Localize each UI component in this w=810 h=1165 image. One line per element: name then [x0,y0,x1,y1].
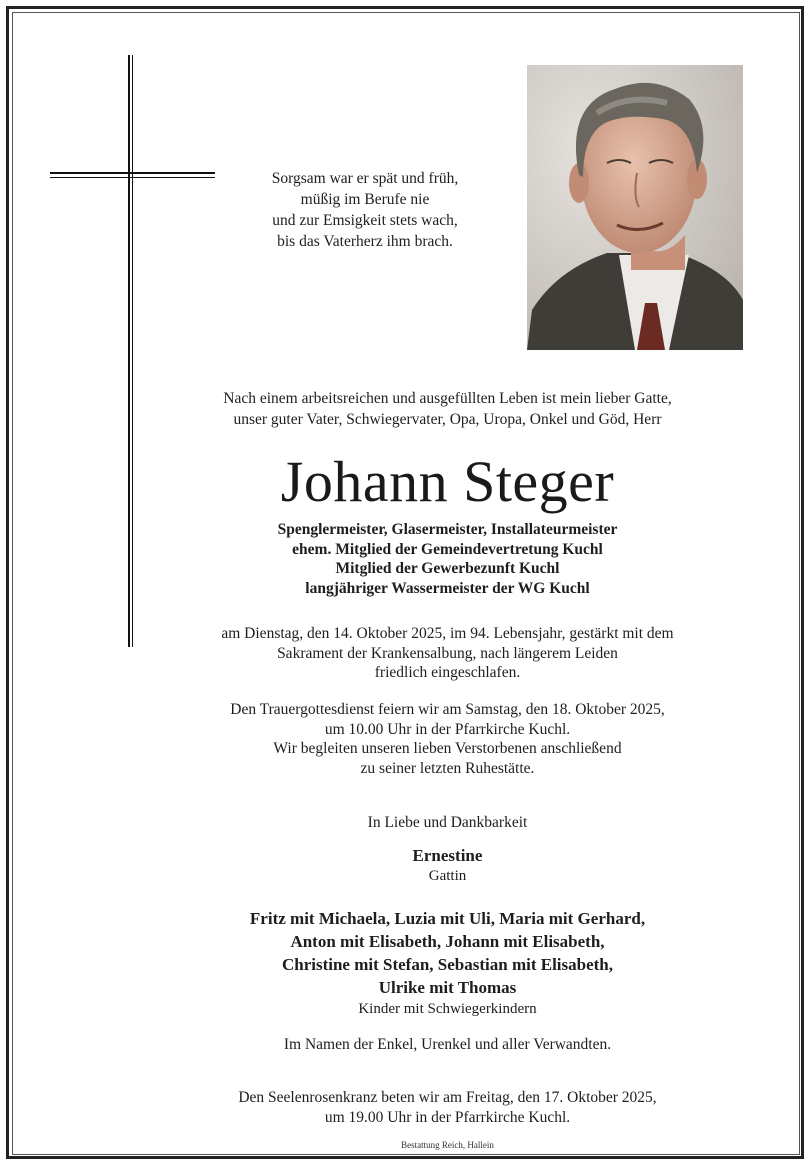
title-line: ehem. Mitglied der Gemeindevertretung Kuchl [292,540,603,558]
rosary-line: Den Seelenrosenkranz beten wir am Freitag, den 17. Oktober 2025, [238,1089,657,1106]
spouse-block [130,846,765,886]
death-line: friedlich eingeschlafen. [374,664,521,681]
death-notice [130,624,765,683]
death-line: Sakrament der Krankensalbung, nach längerem Leiden [277,644,618,662]
deceased-name: Johann Steger [280,449,615,514]
poem-line: müßig im Berufe nie [300,191,430,208]
deceased-titles [130,520,765,598]
intro-line: unser guter Vater, Schwiegervater, Opa, Uropa, Onkel und Göd, Herr [233,411,662,428]
children-line: Fritz mit Michaela, Luzia mit Uli, Maria mit Gerhard, [249,909,646,928]
spouse-name: Ernestine [412,846,483,865]
children-line: Ulrike mit Thomas [378,978,517,997]
poem-line: und zur Emsigkeit stets wach, [272,212,458,229]
service-line: um 10.00 Uhr in der Pfarrkirche Kuchl. [324,720,571,738]
intro-line: Nach einem arbeitsreichen und ausgefüllten Leben ist mein lieber Gatte, [223,390,672,407]
intro-text [130,388,765,430]
death-line: am Dienstag, den 14. Oktober 2025, im 94. Lebensjahr, gestärkt mit dem [221,625,674,642]
in-love-line: In Liebe und Dankbarkeit [367,814,528,831]
spouse-role: Gattin [428,868,467,884]
rosary-line: um 19.00 Uhr in der Pfarrkirche Kuchl. [324,1109,571,1126]
portrait-photo [527,65,743,350]
funeral-service [130,700,765,778]
service-line: Wir begleiten unseren lieben Verstorbenen anschließend [273,740,622,757]
children-line: Anton mit Elisabeth, Johann mit Elisabeth, [290,932,605,951]
memorial-poem [240,168,490,252]
undertaker-credit: Bestattung Reich, Hallein [401,1140,494,1150]
title-line: langjähriger Wassermeister der WG Kuchl [305,579,590,597]
rosary-notice [130,1088,765,1128]
poem-line: Sorgsam war er spät und früh, [271,170,459,187]
poem-line: bis das Vaterherz ihm brach. [277,233,453,250]
title-line: Mitglied der Gewerbezunft Kuchl [335,560,560,577]
relatives-line: Im Namen der Enkel, Urenkel und aller Verwandten. [283,1036,612,1053]
service-line: Den Trauergottesdienst feiern wir am Samstag, den 18. Oktober 2025, [230,701,665,718]
service-line: zu seiner letzten Ruhestätte. [360,759,535,777]
children-block [130,907,765,1019]
title-line: Spenglermeister, Glasermeister, Installateurmeister [277,521,618,538]
children-role: Kinder mit Schwiegerkindern [358,1001,537,1017]
children-line: Christine mit Stefan, Sebastian mit Elisabeth, [281,955,614,974]
